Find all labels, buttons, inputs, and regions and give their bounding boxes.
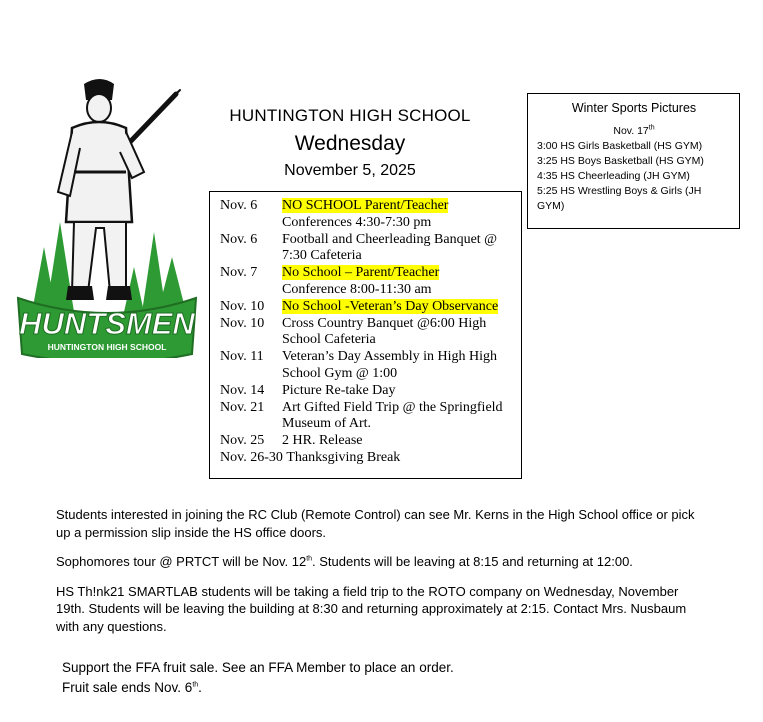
- ffa-line-2: Fruit sale ends Nov. 6th.: [62, 680, 202, 695]
- event-row: [220, 316, 517, 350]
- page-header: [205, 106, 495, 180]
- event-highlight: NO SCHOOL Parent/Teacher: [282, 198, 449, 213]
- event-text: Conference 8:00-11:30 am: [282, 281, 432, 297]
- event-row: [220, 433, 517, 450]
- sports-title: Winter Sports Pictures: [571, 101, 697, 115]
- logo-wordmark: HUNTSMEN: [19, 306, 195, 341]
- winter-sports-box: [527, 93, 740, 229]
- sports-item: 5:25 HS Wrestling Boys & Girls (JH GYM): [537, 185, 702, 212]
- event-text: 2 HR. Release: [282, 433, 363, 449]
- event-date: Nov. 11: [220, 349, 264, 365]
- event-row: [220, 450, 517, 467]
- sports-item: 3:00 HS Girls Basketball (HS GYM): [537, 140, 703, 152]
- date: November 5, 2025: [284, 162, 416, 179]
- huntsmen-logo: [14, 72, 200, 358]
- huntsmen-banner: [18, 298, 196, 358]
- announcements: [56, 506, 696, 647]
- event-date: Nov. 10: [220, 298, 265, 314]
- event-row: [220, 400, 517, 434]
- smartlab-note: HS Th!nk21 SMARTLAB students will be taking a field trip to the ROTO company on Wednesday, November 19th. Students will be leaving the building at 8:30 and returning approximately at 2:15. Contact Mrs. Nusbaum with any questions.: [56, 583, 687, 634]
- event-text: Conferences 4:30-7:30 pm: [282, 214, 432, 230]
- sports-item: 4:35 HS Cheerleading (JH GYM): [537, 170, 690, 182]
- event-text: Thanksgiving Break: [286, 449, 401, 465]
- event-text: Cross Country Banquet @6:00 High School Cafeteria: [282, 315, 487, 348]
- event-date: Nov. 6: [220, 231, 258, 247]
- event-row: [220, 299, 517, 316]
- school-name: HUNTINGTON HIGH SCHOOL: [229, 106, 471, 125]
- weekday: Wednesday: [294, 132, 406, 155]
- event-highlight: No School – Parent/Teacher: [282, 265, 440, 281]
- event-text: Art Gifted Field Trip @ the Springfield Museum of Art.: [282, 399, 503, 432]
- logo-subtext: HUNTINGTON HIGH SCHOOL: [47, 342, 167, 352]
- event-date: Nov. 7: [220, 265, 258, 281]
- event-highlight: No School -Veteran’s Day Observance: [282, 298, 499, 314]
- ffa-line-1: Support the FFA fruit sale. See an FFA Member to place an order.: [62, 660, 454, 675]
- event-text: Veteran’s Day Assembly in High High School Gym @ 1:00: [282, 349, 498, 381]
- sports-date: Nov. 17th: [613, 124, 655, 137]
- frontiersman-figure: [58, 79, 144, 300]
- event-date: Nov. 21: [220, 399, 265, 415]
- event-row: [220, 349, 517, 383]
- sports-item: 3:25 HS Boys Basketball (HS GYM): [537, 155, 704, 167]
- event-date: Nov. 10: [220, 315, 265, 331]
- event-row: [220, 265, 517, 299]
- event-row: [220, 198, 517, 232]
- event-text: Football and Cheerleading Banquet @ 7:30 Cafeteria: [282, 231, 498, 264]
- event-date: Nov. 6: [220, 198, 258, 213]
- event-date: Nov. 26-30: [220, 449, 283, 465]
- events-calendar: [209, 191, 522, 479]
- event-text: Picture Re-take Day: [282, 382, 396, 398]
- event-row: [220, 383, 517, 400]
- event-date: Nov. 14: [220, 382, 265, 398]
- sophomore-tour-note: Sophomores tour @ PRTCT will be Nov. 12th. Students will be leaving at 8:15 and returning at 12:00.: [56, 554, 633, 569]
- rc-club-note: Students interested in joining the RC Club (Remote Control) can see Mr. Kerns in the High School office or pick up a permission slip inside the HS office doors.: [56, 507, 695, 540]
- event-row: [220, 232, 517, 266]
- event-date: Nov. 25: [220, 433, 265, 449]
- ffa-fruit-sale-note: [62, 658, 454, 698]
